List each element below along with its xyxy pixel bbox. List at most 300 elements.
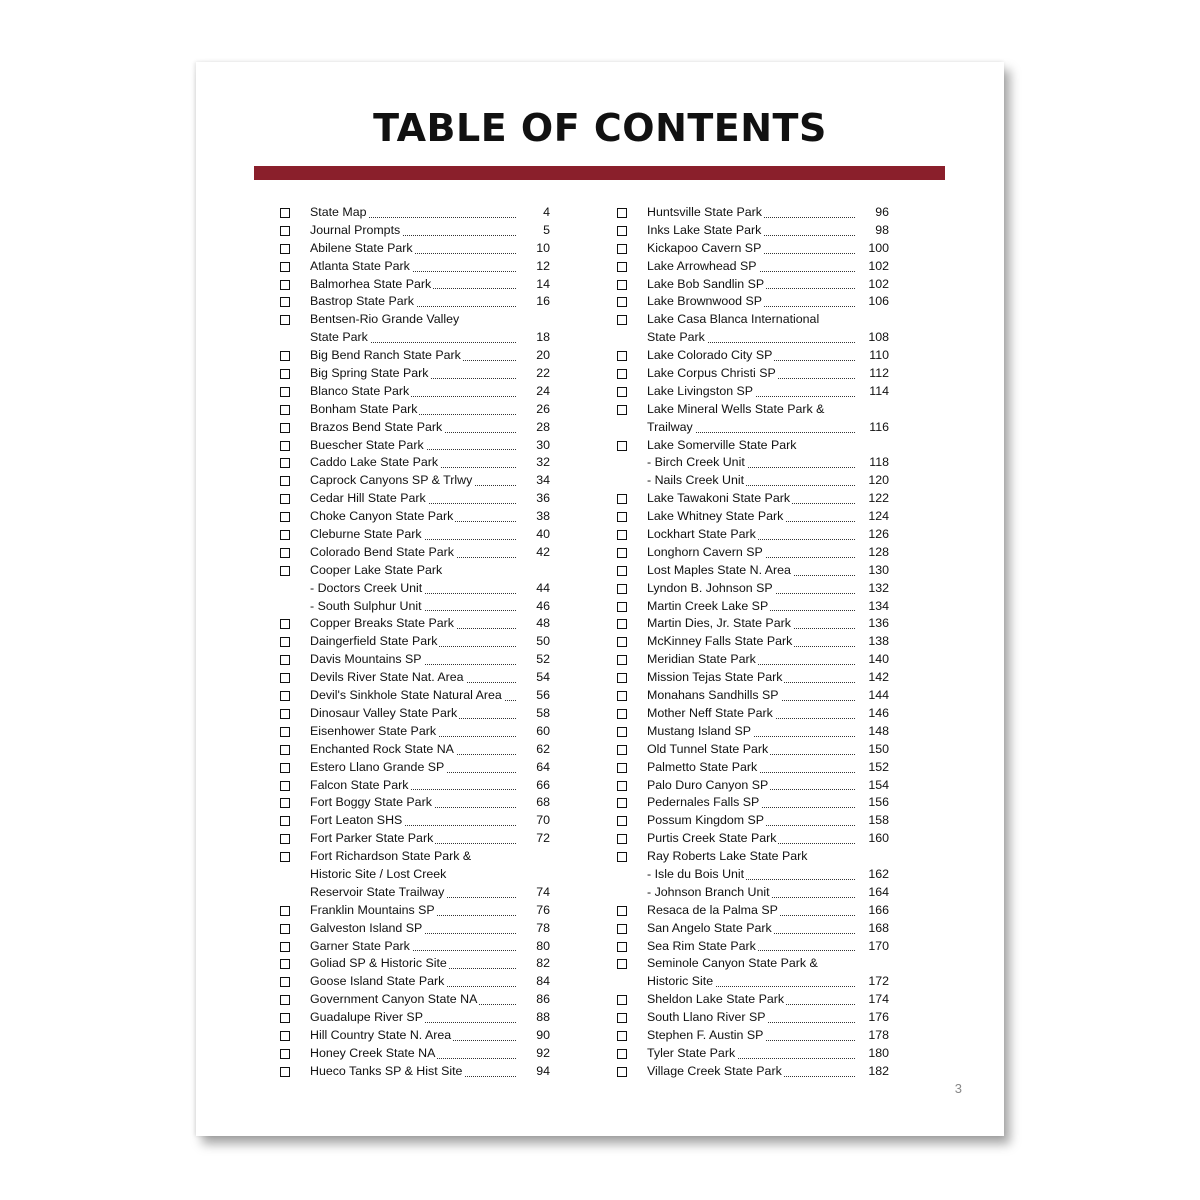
toc-entry-title: Cooper Lake State Park (310, 562, 443, 577)
checkbox[interactable] (617, 1031, 627, 1041)
toc-entry-title: - Nails Creek Unit (647, 473, 745, 488)
toc-entry-title: Trailway (647, 419, 693, 434)
toc-entry-title: Daingerfield State Park (310, 634, 438, 649)
toc-entry-title: Huntsville State Park (647, 205, 763, 219)
toc-entry (617, 633, 889, 651)
checkbox[interactable] (617, 584, 627, 594)
toc-entry-title: Estero Llano Grande SP (310, 759, 445, 774)
toc-line (310, 544, 550, 562)
checkbox[interactable] (280, 816, 290, 826)
toc-line (647, 311, 889, 329)
toc-line (647, 705, 889, 723)
toc-page-number: 132 (868, 580, 889, 595)
toc-line (647, 276, 889, 294)
toc-page-number: 28 (536, 419, 550, 434)
toc-entry (280, 759, 550, 777)
checkbox[interactable] (617, 906, 627, 916)
checkbox[interactable] (617, 816, 627, 826)
checkbox[interactable] (617, 441, 627, 451)
toc-entry-title: Devil's Sinkhole State Natural Area (310, 688, 502, 703)
toc-entry (617, 812, 889, 830)
toc-line (310, 490, 550, 508)
toc-entry (617, 938, 889, 956)
toc-page-number: 48 (536, 616, 550, 631)
checkbox[interactable] (617, 798, 627, 808)
checkbox[interactable] (280, 619, 290, 629)
checkbox[interactable] (617, 924, 627, 934)
toc-line (310, 687, 550, 705)
toc-page-number: 20 (536, 348, 550, 363)
checkbox[interactable] (280, 441, 290, 451)
toc-right-column (617, 204, 889, 1081)
toc-entry-title: Sheldon Lake State Park (647, 992, 785, 1007)
toc-entry (280, 454, 550, 472)
toc-line (647, 687, 889, 705)
toc-line (310, 955, 550, 973)
checkbox[interactable] (617, 745, 627, 755)
toc-page-number: 18 (536, 330, 550, 345)
checkbox[interactable] (280, 924, 290, 934)
toc-entry-title: Copper Breaks State Park (310, 616, 454, 631)
toc-entry-title: Sea Rim State Park (647, 938, 756, 953)
toc-entry-title: Tyler State Park (647, 1045, 736, 1060)
toc-line (310, 669, 550, 687)
checkbox[interactable] (280, 387, 290, 397)
toc-entry-title: Purtis Creek State Park (647, 831, 777, 846)
toc-page-number: 66 (536, 777, 550, 792)
toc-entry (617, 669, 889, 687)
checkbox[interactable] (617, 1013, 627, 1023)
toc-entry-title: Lake Whitney State Park (647, 509, 784, 524)
toc-line (647, 347, 889, 365)
toc-line (310, 472, 550, 490)
toc-entry (617, 848, 889, 902)
toc-page-number: 182 (868, 1063, 889, 1078)
toc-entry-title: Lake Tawakoni State Park (647, 491, 791, 506)
checkbox[interactable] (617, 226, 627, 236)
toc-entry (280, 651, 550, 669)
checkbox[interactable] (280, 369, 290, 379)
checkbox[interactable] (617, 637, 627, 647)
toc-line (647, 401, 889, 419)
checkbox[interactable] (280, 405, 290, 415)
toc-page-number: 106 (868, 294, 889, 309)
toc-page-number: 70 (536, 813, 550, 828)
toc-entry-title: Caprock Canyons SP & Trlwy (310, 473, 473, 488)
checkbox[interactable] (280, 745, 290, 755)
toc-entry-title: Fort Boggy State Park (310, 795, 432, 810)
toc-line (310, 920, 550, 938)
checkbox[interactable] (617, 995, 627, 1005)
toc-page-number: 56 (536, 688, 550, 703)
toc-line (310, 759, 550, 777)
checkbox[interactable] (617, 763, 627, 773)
toc-line (647, 615, 889, 633)
checkbox[interactable] (280, 351, 290, 361)
toc-entry (280, 830, 550, 848)
checkbox[interactable] (280, 1031, 290, 1041)
toc-page-number: 16 (536, 294, 550, 309)
toc-entry-title: Pedernales Falls SP (647, 795, 760, 810)
toc-entry (617, 920, 889, 938)
checkbox[interactable] (280, 673, 290, 683)
checkbox[interactable] (280, 1067, 290, 1077)
toc-entry-title: Lake Somerville State Park (647, 437, 797, 452)
checkbox[interactable] (280, 512, 290, 522)
toc-line (310, 633, 550, 651)
checkbox[interactable] (280, 548, 290, 558)
toc-page-number: 176 (868, 1010, 889, 1025)
toc-line (647, 741, 889, 759)
checkbox[interactable] (617, 315, 627, 325)
toc-line (310, 204, 550, 222)
toc-line (310, 615, 550, 633)
toc-entry (617, 258, 889, 276)
toc-entry-title: Stephen F. Austin SP (647, 1027, 764, 1042)
toc-entry (617, 1027, 889, 1045)
checkbox[interactable] (280, 709, 290, 719)
toc-entry (280, 526, 550, 544)
toc-line (310, 437, 550, 455)
toc-entry-title: Hueco Tanks SP & Hist Site (310, 1063, 463, 1078)
toc-page-number: 150 (868, 741, 889, 756)
toc-line (647, 812, 889, 830)
toc-line (647, 848, 889, 866)
checkbox[interactable] (280, 494, 290, 504)
toc-page-number: 102 (868, 276, 889, 291)
toc-entry (280, 669, 550, 687)
toc-entry (617, 347, 889, 365)
toc-page-number: 136 (868, 616, 889, 631)
toc-line (647, 365, 889, 383)
toc-entry (280, 723, 550, 741)
checkbox[interactable] (617, 280, 627, 290)
toc-entry (280, 437, 550, 455)
toc-page-number: 96 (875, 205, 889, 219)
checkbox[interactable] (280, 226, 290, 236)
checkbox[interactable] (280, 798, 290, 808)
toc-page-number: 164 (868, 884, 889, 899)
checkbox[interactable] (617, 1049, 627, 1059)
toc-entry-title: Inks Lake State Park (647, 222, 762, 237)
toc-entry (280, 794, 550, 812)
toc-page-number: 62 (536, 741, 550, 756)
toc-line (647, 651, 889, 669)
checkbox[interactable] (617, 655, 627, 665)
toc-page-number: 140 (868, 652, 889, 667)
toc-line (310, 866, 550, 884)
checkbox[interactable] (280, 781, 290, 791)
toc-page-number: 64 (536, 759, 550, 774)
toc-line (310, 276, 550, 294)
checkbox[interactable] (280, 423, 290, 433)
toc-entry (617, 526, 889, 544)
toc-line (647, 830, 889, 848)
checkbox[interactable] (617, 387, 627, 397)
toc-entry-title: Mission Tejas State Park (647, 670, 783, 685)
toc-page-number: 76 (536, 902, 550, 917)
toc-entry-title: South Llano River SP (647, 1010, 766, 1025)
toc-line (310, 401, 550, 419)
toc-line (647, 383, 889, 401)
toc-entry-title: Possum Kingdom SP (647, 813, 765, 828)
toc-page-number: 110 (869, 348, 889, 363)
toc-line (647, 437, 889, 455)
checkbox[interactable] (617, 548, 627, 558)
toc-entry-title: Lake Arrowhead SP (647, 258, 757, 273)
checkbox[interactable] (617, 208, 627, 218)
checkbox[interactable] (280, 763, 290, 773)
toc-entry (617, 204, 889, 222)
toc-page-number: 10 (536, 240, 550, 255)
checkbox[interactable] (280, 458, 290, 468)
toc-page-number: 114 (869, 383, 889, 398)
toc-page-number: 120 (868, 473, 889, 488)
checkbox[interactable] (280, 297, 290, 307)
toc-entry (280, 1009, 550, 1027)
checkbox[interactable] (617, 297, 627, 307)
toc-entry (617, 705, 889, 723)
checkbox[interactable] (617, 959, 627, 969)
toc-entry-title: Goliad SP & Historic Site (310, 956, 447, 971)
toc-line (310, 580, 550, 598)
toc-line (647, 258, 889, 276)
toc-entry (617, 794, 889, 812)
checkbox[interactable] (617, 244, 627, 254)
toc-entry (617, 902, 889, 920)
toc-entry (280, 902, 550, 920)
toc-entry-title: - Doctors Creek Unit (310, 580, 423, 595)
checkbox[interactable] (280, 530, 290, 540)
checkbox[interactable] (617, 709, 627, 719)
toc-page-number: 74 (536, 884, 550, 899)
toc-line (310, 419, 550, 437)
checkbox[interactable] (617, 530, 627, 540)
toc-entry-title: Garner State Park (310, 938, 410, 953)
toc-line (647, 580, 889, 598)
toc-page-number: 152 (868, 759, 889, 774)
toc-entry-title: Cleburne State Park (310, 527, 422, 542)
checkbox[interactable] (617, 351, 627, 361)
toc-entry (617, 508, 889, 526)
toc-entry (617, 955, 889, 991)
toc-page-number: 80 (536, 938, 550, 953)
toc-entry (617, 293, 889, 311)
checkbox[interactable] (617, 781, 627, 791)
toc-line (647, 222, 889, 240)
toc-entry (280, 383, 550, 401)
checkbox[interactable] (280, 244, 290, 254)
toc-entry-title: Guadalupe River SP (310, 1010, 423, 1025)
toc-entry-title: Devils River State Nat. Area (310, 670, 464, 685)
toc-page-number: 146 (868, 705, 889, 720)
toc-page-number: 5 (543, 222, 550, 237)
toc-entry-title: Lake Corpus Christi SP (647, 366, 776, 381)
toc-entry (280, 204, 550, 222)
checkbox[interactable] (280, 995, 290, 1005)
checkbox[interactable] (280, 942, 290, 952)
toc-entry-title: Davis Mountains SP (310, 652, 422, 667)
toc-page-number: 172 (868, 974, 889, 989)
toc-line (310, 777, 550, 795)
toc-page-number: 112 (869, 366, 889, 381)
toc-line (647, 920, 889, 938)
checkbox[interactable] (280, 566, 290, 576)
checkbox[interactable] (617, 405, 627, 415)
toc-entry (617, 615, 889, 633)
toc-page-number: 92 (536, 1045, 550, 1060)
toc-entry (280, 293, 550, 311)
toc-page-number: 128 (868, 544, 889, 559)
toc-page-number: 154 (868, 777, 889, 792)
toc-entry-title: Historic Site / Lost Creek (310, 866, 447, 881)
toc-line (310, 794, 550, 812)
checkbox[interactable] (617, 727, 627, 737)
toc-entry-title: Palo Duro Canyon SP (647, 777, 769, 792)
toc-line (647, 991, 889, 1009)
checkbox[interactable] (280, 262, 290, 272)
checkbox[interactable] (280, 834, 290, 844)
toc-entry-title: Fort Parker State Park (310, 831, 434, 846)
toc-line (647, 293, 889, 311)
toc-entry-title: Martin Dies, Jr. State Park (647, 616, 791, 631)
checkbox[interactable] (617, 1067, 627, 1077)
checkbox[interactable] (280, 315, 290, 325)
toc-entry (280, 419, 550, 437)
checkbox[interactable] (280, 280, 290, 290)
toc-entry-title: Bastrop State Park (310, 294, 414, 309)
toc-entry (280, 258, 550, 276)
toc-entry (617, 991, 889, 1009)
checkbox[interactable] (280, 476, 290, 486)
toc-line (647, 1063, 889, 1081)
toc-line (310, 508, 550, 526)
checkbox[interactable] (617, 673, 627, 683)
toc-entry (280, 544, 550, 562)
toc-page-number: 4 (543, 205, 550, 219)
toc-entry-title: Lake Mineral Wells State Park & (647, 401, 825, 416)
checkbox[interactable] (280, 852, 290, 862)
checkbox[interactable] (280, 727, 290, 737)
toc-page-number: 84 (536, 974, 550, 989)
checkbox[interactable] (617, 602, 627, 612)
toc-entry (617, 777, 889, 795)
toc-line (310, 830, 550, 848)
toc-entry-title: Historic Site (647, 974, 714, 989)
toc-line (647, 955, 889, 973)
toc-entry-title: State Park (310, 330, 368, 345)
toc-entry (280, 490, 550, 508)
toc-entry (280, 401, 550, 419)
toc-entry (617, 580, 889, 598)
toc-entry (280, 1027, 550, 1045)
toc-entry (617, 544, 889, 562)
checkbox[interactable] (617, 494, 627, 504)
toc-line (310, 884, 550, 902)
toc-line (647, 1045, 889, 1063)
toc-entry (280, 687, 550, 705)
toc-line (310, 347, 550, 365)
checkbox[interactable] (617, 834, 627, 844)
toc-entry-title: Mother Neff State Park (647, 705, 773, 720)
toc-entry-title: - South Sulphur Unit (310, 598, 422, 613)
toc-line (647, 240, 889, 258)
toc-line (647, 544, 889, 562)
checkbox[interactable] (280, 1049, 290, 1059)
toc-entry-title: Franklin Mountains SP (310, 902, 435, 917)
checkbox[interactable] (617, 852, 627, 862)
checkbox[interactable] (280, 637, 290, 647)
checkbox[interactable] (280, 1013, 290, 1023)
checkbox[interactable] (617, 942, 627, 952)
toc-line (647, 598, 889, 616)
toc-page-number: 54 (536, 670, 550, 685)
toc-entry-title: Resaca de la Palma SP (647, 902, 778, 917)
checkbox[interactable] (280, 977, 290, 987)
toc-entry-title: Fort Leaton SHS (310, 813, 403, 828)
toc-entry (280, 633, 550, 651)
toc-line (647, 1009, 889, 1027)
checkbox[interactable] (617, 512, 627, 522)
toc-line (647, 759, 889, 777)
checkbox[interactable] (617, 262, 627, 272)
toc-entry (280, 777, 550, 795)
toc-entry-title: Lockhart State Park (647, 527, 756, 542)
toc-entry (280, 741, 550, 759)
page-number: 3 (954, 1081, 962, 1096)
title-rule (254, 166, 945, 180)
toc-entry (280, 472, 550, 490)
toc-entry (617, 365, 889, 383)
toc-line (310, 311, 550, 329)
toc-entry-title: Buescher State Park (310, 437, 424, 452)
checkbox[interactable] (280, 655, 290, 665)
toc-entry (617, 437, 889, 491)
toc-entry (617, 651, 889, 669)
checkbox[interactable] (617, 691, 627, 701)
toc-page-number: 82 (536, 956, 550, 971)
toc-entry (280, 276, 550, 294)
toc-entry-title: Longhorn Cavern SP (647, 544, 763, 559)
toc-page-number: 158 (868, 813, 889, 828)
checkbox[interactable] (280, 208, 290, 218)
checkbox[interactable] (617, 369, 627, 379)
toc-line (647, 866, 889, 884)
toc-entry (280, 955, 550, 973)
toc-entry-title: Choke Canyon State Park (310, 509, 454, 524)
checkbox[interactable] (617, 619, 627, 629)
toc-entry-title: Village Creek State Park (647, 1063, 782, 1078)
checkbox[interactable] (280, 691, 290, 701)
toc-page-number: 166 (868, 902, 889, 917)
toc-line (647, 794, 889, 812)
toc-entry-title: Seminole Canyon State Park & (647, 956, 818, 971)
toc-entry-title: - Isle du Bois Unit (647, 866, 745, 881)
toc-page-number: 86 (536, 992, 550, 1007)
toc-page-number: 94 (536, 1063, 550, 1078)
toc-page-number: 98 (875, 222, 889, 237)
toc-line (647, 884, 889, 902)
checkbox[interactable] (280, 959, 290, 969)
checkbox[interactable] (280, 906, 290, 916)
toc-page-number: 142 (868, 670, 889, 685)
toc-page-number: 162 (868, 866, 889, 881)
toc-line (310, 365, 550, 383)
toc-page-number: 180 (868, 1045, 889, 1060)
checkbox[interactable] (617, 566, 627, 576)
toc-page-number: 40 (536, 527, 550, 542)
toc-line (647, 669, 889, 687)
